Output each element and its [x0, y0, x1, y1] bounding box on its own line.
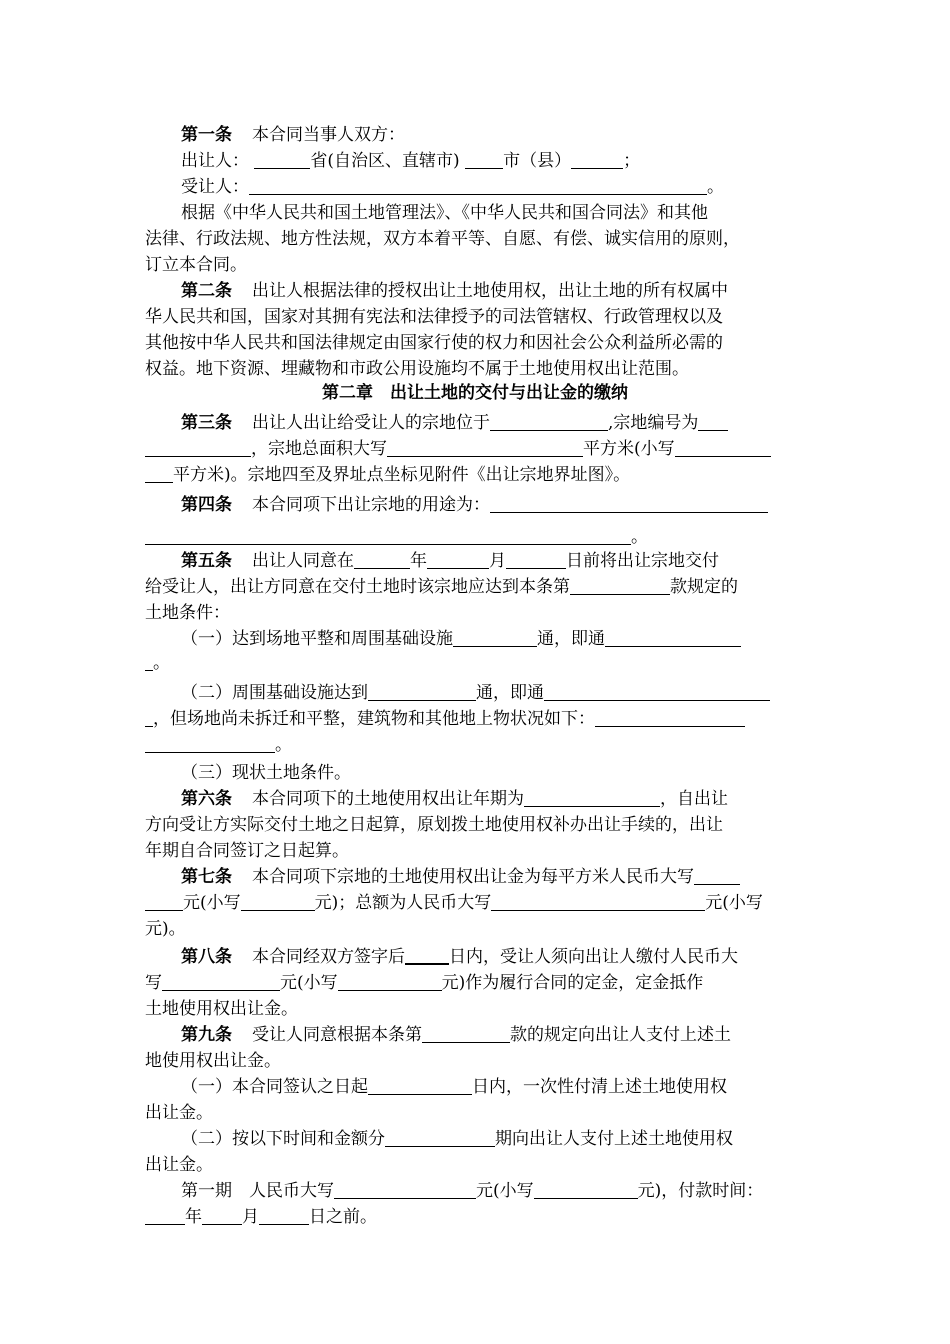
article-5-line-2: 给受让人，出让方同意在交付土地时该宗地应达到本条第 款规定的 [145, 577, 738, 597]
blank [145, 1206, 185, 1225]
blank [145, 438, 251, 457]
blank [249, 176, 707, 195]
article-3-line-2: ，宗地总面积大写 平方米(小写 [145, 436, 805, 462]
article-8-line-1: 第八条 本合同经双方签字后 日内，受让人须向出让人缴付人民币大 [181, 947, 738, 967]
blank [534, 1180, 638, 1199]
blank [405, 945, 449, 965]
blank [145, 464, 173, 483]
article-1-basis-line-2: 法律、行政法规、地方性法规，双方本着平等、自愿、有偿、诚实信用的原则， [145, 229, 740, 249]
article-1-heading: 第一条 本合同当事人双方： [181, 125, 405, 145]
article-9-line-1: 第九条 受让人同意根据本条第 款的规定向出让人支付上述土 [181, 1025, 731, 1045]
article-5-line-3: 土地条件： [145, 603, 230, 623]
blank [571, 150, 623, 169]
blank [368, 682, 476, 701]
article-5-clause-3: （三）现状土地条件。 [181, 763, 351, 783]
blank [145, 708, 153, 727]
blank [385, 1128, 495, 1147]
blank [544, 682, 770, 701]
article-9-clause-1-line-2: 出让金。 [145, 1103, 213, 1123]
blank [524, 788, 660, 807]
article-6-line-3: 年期自合同签订之日起算。 [145, 841, 349, 861]
blank [259, 1206, 309, 1225]
article-4-line-2: 。 [145, 524, 805, 550]
blank [145, 892, 183, 911]
article-5-clause-2-line-3: 。 [145, 732, 805, 758]
article-9-period-1-line-2: 年 月 日之前。 [145, 1204, 805, 1230]
blank [453, 628, 537, 647]
article-2-line-1: 第二条 出让人根据法律的授权出让土地使用权，出让土地的所有权属中 [181, 281, 728, 301]
article-5-clause-1: （一）达到场地平整和周围基础设施 通，即通 [145, 626, 841, 652]
blank [422, 1024, 510, 1043]
article-7-line-1: 第七条 本合同项下宗地的土地使用权出让金为每平方米人民币大写 [145, 864, 841, 890]
article-9-line-2: 地使用权出让金。 [145, 1051, 281, 1071]
blank [145, 526, 631, 545]
blank [334, 1180, 476, 1199]
article-7-line-2: 元(小写 元)；总额为人民币大写 元(小写 [145, 890, 805, 916]
blank [675, 438, 771, 457]
article-1-transferee: 受让人： 。 [181, 177, 724, 197]
article-2-line-4: 权益。地下资源、埋藏物和市政公用设施均不属于土地使用权出让范围。 [145, 359, 689, 379]
blank [241, 892, 315, 911]
blank [605, 628, 741, 647]
blank [368, 1076, 472, 1095]
blank [465, 150, 503, 169]
article-2-line-2: 华人民共和国，国家对其拥有宪法和法律授予的司法管辖权、行政管理权以及 [145, 307, 723, 327]
article-7-line-3: 元)。 [145, 919, 186, 939]
article-9-clause-2-line-1: （二）按以下时间和金额分 期向出让人支付上述土地使用权 [181, 1129, 733, 1149]
article-2-line-3: 其他按中华人民共和国法律规定由国家行使的权力和因社会公众利益所必需的 [145, 333, 723, 353]
blank [595, 708, 745, 727]
blank [694, 866, 740, 885]
article-8-line-3: 土地使用权出让金。 [145, 999, 298, 1019]
blank [145, 734, 275, 753]
blank [570, 576, 670, 595]
article-6-line-1: 第六条 本合同项下的土地使用权出让年期为 ，自出让 [181, 789, 728, 809]
blank [490, 412, 608, 431]
blank [338, 972, 442, 991]
article-5-clause-1-end: 。 [145, 650, 805, 676]
blank [698, 412, 728, 431]
blank [254, 150, 310, 169]
blank [427, 550, 489, 569]
chapter-2-title: 第二章 出让土地的交付与出让金的缴纳 [322, 383, 628, 403]
article-1-transferor: 出让人： 省(自治区、直辖市) 市（县） ； [181, 151, 641, 171]
blank [387, 438, 583, 457]
blank [162, 972, 280, 991]
blank [354, 550, 410, 569]
article-8-line-2: 写 元(小写 元)作为履行合同的定金，定金抵作 [145, 973, 704, 993]
blank [202, 1206, 242, 1225]
article-5-line-1: 第五条 出让人同意在 年 月 日前将出让宗地交付 [181, 551, 719, 571]
article-5-clause-2-line-2: ，但场地尚未拆迁和平整，建筑物和其他地上物状况如下： [145, 706, 805, 732]
article-9-clause-2-line-2: 出让金。 [145, 1155, 213, 1175]
blank [145, 652, 153, 671]
article-9-period-1-line-1: 第一期 人民币大写 元(小写 元)，付款时间： [181, 1181, 764, 1201]
article-3-line-3: 平方米)。宗地四至及界址点坐标见附件《出让宗地界址图》。 [145, 462, 805, 488]
article-4-line-1: 第四条 本合同项下出让宗地的用途为： [145, 492, 841, 518]
blank [490, 494, 768, 513]
blank [491, 892, 705, 911]
blank [506, 550, 566, 569]
article-6-line-2: 方向受让方实际交付土地之日起算，原划拨土地使用权补办出让手续的，出让 [145, 815, 723, 835]
article-1-basis-line-3: 订立本合同。 [145, 255, 247, 275]
article-9-clause-1-line-1: （一）本合同签认之日起 日内，一次性付清上述土地使用权 [181, 1077, 727, 1097]
article-1-basis-line-1: 根据《中华人民共和国土地管理法》、《中华人民共和国合同法》和其他 [181, 203, 708, 223]
article-5-clause-2-line-1: （二）周围基础设施达到 通，即通 [145, 680, 841, 706]
article-3-line-1: 第三条 出让人出让给受让人的宗地位于 ,宗地编号为 [145, 410, 841, 436]
